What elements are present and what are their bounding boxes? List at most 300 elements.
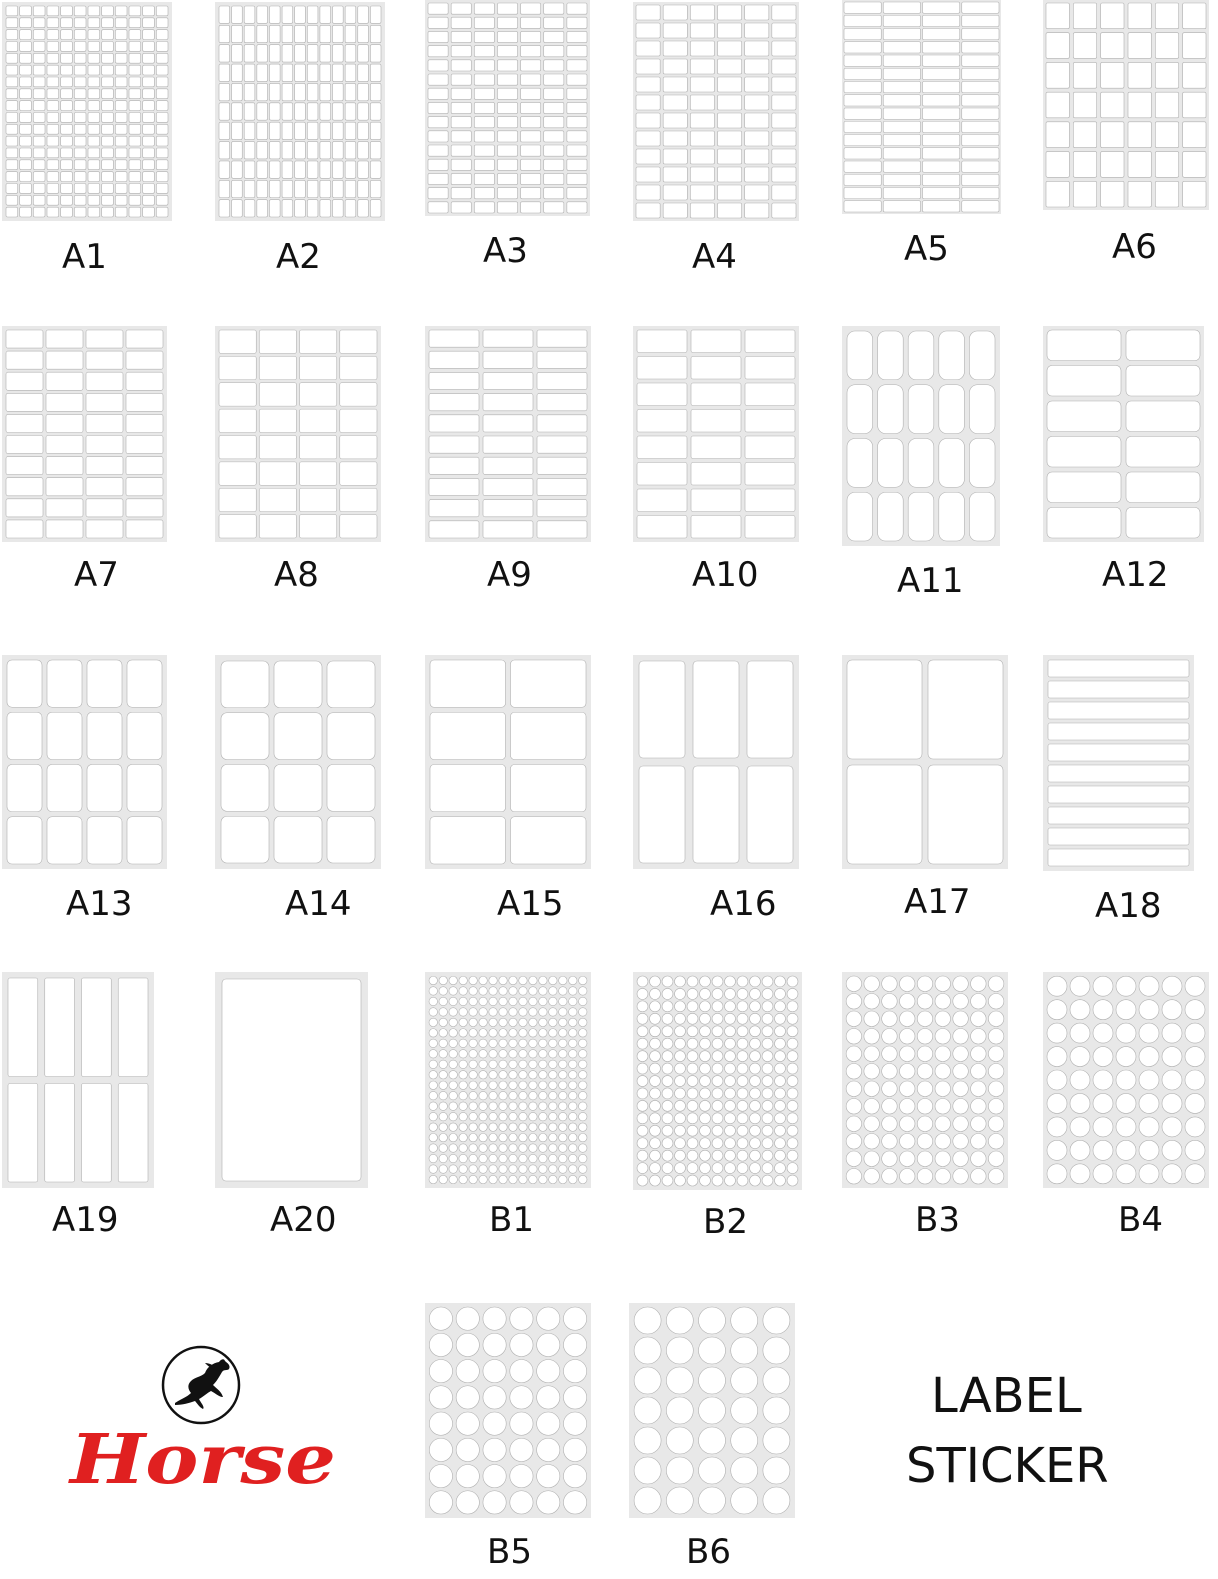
label-cell [61, 53, 73, 63]
label-cell [156, 42, 168, 52]
label-cell [269, 180, 280, 197]
label-cell [634, 1397, 661, 1424]
sheet-a20[interactable] [215, 972, 368, 1188]
label-cell [559, 1008, 567, 1016]
label-cell [775, 1013, 786, 1024]
label-cell [509, 1039, 517, 1047]
label-cell [539, 1112, 547, 1120]
label-cell [700, 1150, 711, 1161]
label-cell [156, 136, 168, 146]
label-cell [712, 1026, 723, 1037]
label-cell [340, 330, 377, 353]
label-cell [74, 195, 86, 205]
label-cell [962, 95, 999, 106]
label-cell [74, 53, 86, 63]
label-cell [691, 516, 741, 539]
label-cell [908, 331, 934, 380]
label-cell [282, 25, 293, 42]
label-cell [46, 436, 83, 454]
label-cell [899, 1081, 915, 1097]
label-cell [917, 976, 933, 992]
label-cell [529, 997, 537, 1005]
label-cell [46, 330, 83, 348]
label-cell [497, 202, 517, 213]
label-cell [563, 1307, 586, 1330]
label-cell [259, 330, 296, 353]
sheet-a6[interactable] [1043, 0, 1209, 210]
label-cell [429, 997, 437, 1005]
label-cell [544, 60, 564, 71]
label-cell [567, 159, 587, 170]
label-cell [1048, 723, 1189, 740]
label-cell [429, 1154, 437, 1162]
label-cell [772, 95, 796, 110]
sheet-b1[interactable] [425, 972, 591, 1188]
label-cell [282, 6, 293, 23]
horse-emblem-icon [161, 1345, 241, 1425]
label-cell [521, 102, 541, 113]
label-cell [988, 1046, 1004, 1062]
label-cell [274, 816, 322, 863]
label-cell [143, 172, 155, 182]
label-cell [772, 23, 796, 38]
label-cell [1185, 1047, 1205, 1067]
label-cell [662, 1001, 673, 1012]
label-cell [521, 117, 541, 128]
label-cell [899, 1029, 915, 1045]
label-cell [102, 42, 114, 52]
label-cell [691, 383, 741, 406]
label-cell [737, 1076, 748, 1087]
sheet-a17[interactable] [842, 655, 1008, 869]
label-cell [143, 101, 155, 111]
label-cell [745, 357, 795, 380]
label-cell [725, 1163, 736, 1174]
label-cell [6, 65, 18, 75]
label-cell [47, 77, 59, 87]
label-cell [569, 987, 577, 995]
label-cell [675, 1113, 686, 1124]
label-cell [439, 1029, 447, 1037]
label-cell [1073, 62, 1096, 88]
label-cell [499, 1091, 507, 1099]
label-cell [634, 1307, 661, 1334]
label-cell [969, 385, 995, 434]
label-cell [300, 436, 337, 459]
label-cell [637, 1163, 648, 1174]
label-cell [61, 124, 73, 134]
sheet-a3[interactable] [425, 0, 590, 216]
label-cell [745, 23, 769, 38]
label-cell [737, 1125, 748, 1136]
label-cell [86, 393, 123, 411]
label-cell [1046, 33, 1069, 59]
label-cell [6, 184, 18, 194]
label-cell [479, 1018, 487, 1026]
label-cell [699, 1367, 726, 1394]
label-cell [143, 160, 155, 170]
label-cell [637, 436, 687, 459]
label-cell [1183, 122, 1206, 148]
sheet-a19[interactable] [2, 972, 154, 1188]
label-cell [6, 160, 18, 170]
label-cell [519, 987, 527, 995]
label-cell [449, 1102, 457, 1110]
label-cell [511, 660, 587, 707]
label-cell [282, 200, 293, 217]
label-cell [509, 1102, 517, 1110]
label-cell [430, 712, 506, 759]
label-cell [844, 15, 881, 26]
label-cell [846, 1169, 862, 1185]
label-cell [636, 77, 660, 92]
label-cell [935, 1116, 951, 1132]
label-cell [953, 1151, 969, 1167]
label-cell [559, 1133, 567, 1141]
label-cell [745, 185, 769, 200]
label-cell [428, 117, 448, 128]
label-cell [244, 25, 255, 42]
label-cell [127, 765, 162, 812]
label-cell [847, 765, 922, 864]
sheet-a19-grid [2, 972, 154, 1188]
label-cell [7, 712, 42, 759]
label-cell [307, 200, 318, 217]
label-cell [762, 1175, 773, 1186]
label-cell [221, 713, 269, 760]
label-cell [775, 1076, 786, 1087]
label-cell [102, 18, 114, 28]
label-cell [269, 83, 280, 100]
label-cell [269, 64, 280, 81]
label-cell [844, 188, 881, 199]
label-cell [763, 1427, 790, 1454]
label-cell [509, 1029, 517, 1037]
label-cell [637, 1088, 648, 1099]
label-cell [750, 1001, 761, 1012]
label-cell [712, 1088, 723, 1099]
label-cell [156, 195, 168, 205]
label-cell [340, 409, 377, 432]
label-cell [521, 131, 541, 142]
label-cell [539, 1144, 547, 1152]
label-cell [1070, 976, 1090, 996]
sheet-b4[interactable] [1043, 972, 1209, 1188]
label-cell [737, 1038, 748, 1049]
label-cell [115, 207, 127, 217]
label-cell [725, 1013, 736, 1024]
label-cell [459, 1008, 467, 1016]
label-cell [8, 978, 38, 1077]
label-cell [962, 121, 999, 132]
label-cell [737, 1113, 748, 1124]
label-cell [102, 148, 114, 158]
label-cell [864, 1116, 880, 1132]
sheet-a18[interactable] [1043, 655, 1194, 871]
label-cell [908, 385, 934, 434]
label-cell [864, 976, 880, 992]
label-cell [1047, 1140, 1067, 1160]
label-cell [479, 1133, 487, 1141]
label-cell [320, 161, 331, 178]
sheet-a11[interactable] [842, 326, 1000, 546]
sheet-a11-grid [842, 326, 1000, 546]
label-cell [772, 5, 796, 20]
label-cell [483, 1438, 506, 1461]
label-cell [449, 997, 457, 1005]
label-cell [269, 142, 280, 159]
label-cell [712, 976, 723, 987]
label-cell [33, 195, 45, 205]
label-cell [539, 976, 547, 984]
sheet-b3[interactable] [842, 972, 1008, 1188]
sheet-a4[interactable] [633, 2, 799, 221]
label-cell [700, 1175, 711, 1186]
label-cell [219, 25, 230, 42]
label-cell [1093, 1070, 1113, 1090]
label-cell [1047, 1000, 1067, 1020]
label-cell [988, 976, 1004, 992]
label-cell [269, 122, 280, 139]
label-cell [129, 148, 141, 158]
label-cell [537, 1333, 560, 1356]
sheet-a16[interactable] [633, 655, 799, 869]
label-cell [745, 131, 769, 146]
sheet-b6-grid [629, 1303, 795, 1518]
sheet-a14[interactable] [215, 655, 381, 869]
label-cell [451, 60, 471, 71]
label-cell [449, 1071, 457, 1079]
label-cell [74, 160, 86, 170]
label-cell [295, 45, 306, 62]
label-cell [537, 1465, 560, 1488]
label-cell [489, 1102, 497, 1110]
sheet-a5[interactable] [842, 0, 1001, 214]
sheet-a6-grid [1043, 0, 1209, 210]
label-cell [456, 1333, 479, 1356]
label-cell [691, 463, 741, 486]
label-cell [489, 1018, 497, 1026]
label-cell [731, 1397, 758, 1424]
label-cell [47, 30, 59, 40]
label-cell [429, 1091, 437, 1099]
label-cell [935, 1081, 951, 1097]
label-cell [259, 515, 296, 538]
label-cell [718, 23, 742, 38]
label-cell [33, 148, 45, 158]
label-cell [846, 1099, 862, 1115]
label-cell [257, 103, 268, 120]
label-cell [102, 30, 114, 40]
label-cell [295, 25, 306, 42]
sheet-b5[interactable] [425, 1303, 591, 1518]
label-cell [459, 1060, 467, 1068]
label-cell [307, 122, 318, 139]
label-cell [479, 1154, 487, 1162]
label-cell [928, 765, 1003, 864]
label-cell [971, 976, 987, 992]
label-cell [439, 1081, 447, 1089]
label-cell [474, 46, 494, 57]
label-cell [763, 1337, 790, 1364]
label-cell [47, 148, 59, 158]
label-cell [88, 184, 100, 194]
label-cell [988, 994, 1004, 1010]
label-cell [917, 1116, 933, 1132]
sheet-a10[interactable] [633, 326, 799, 542]
label-cell [6, 101, 18, 111]
label-cell [439, 1039, 447, 1047]
label-cell [923, 161, 960, 172]
label-cell [700, 1026, 711, 1037]
label-cell [662, 1163, 673, 1174]
sheet-a1[interactable] [2, 2, 172, 221]
label-cell [509, 1008, 517, 1016]
label-cell [1093, 1140, 1113, 1160]
label-cell [20, 6, 32, 16]
label-cell [219, 462, 256, 485]
label-cell [675, 1076, 686, 1087]
label-cell [567, 60, 587, 71]
label-cell [549, 1154, 557, 1162]
label-cell [519, 1175, 527, 1183]
label-cell [1116, 1023, 1136, 1043]
label-cell [320, 64, 331, 81]
label-cell [882, 1134, 898, 1150]
label-cell [61, 136, 73, 146]
label-cell [650, 1113, 661, 1124]
sheet-a13[interactable] [2, 655, 167, 869]
label-cell [221, 661, 269, 708]
label-cell [115, 195, 127, 205]
label-cell [259, 356, 296, 379]
label-cell [33, 18, 45, 28]
sheet-b6[interactable] [629, 1303, 795, 1518]
label-cell [953, 1011, 969, 1027]
label-cell [579, 1018, 587, 1026]
label-cell [690, 203, 714, 218]
label-cell [923, 135, 960, 146]
label-cell [1070, 1140, 1090, 1160]
label-cell [61, 77, 73, 87]
label-cell [567, 188, 587, 199]
label-cell [499, 1123, 507, 1131]
sheet-a8[interactable] [215, 326, 381, 542]
label-cell [687, 1026, 698, 1037]
label-cell [244, 103, 255, 120]
label-cell [544, 88, 564, 99]
label-cell [274, 713, 322, 760]
label-cell [636, 23, 660, 38]
label-cell [787, 1051, 798, 1062]
label-cell [86, 520, 123, 538]
label-cell [1116, 1140, 1136, 1160]
label-cell [675, 1013, 686, 1024]
sheet-a7[interactable] [2, 326, 167, 542]
label-cell [725, 1076, 736, 1087]
label-cell [666, 1397, 693, 1424]
label-cell [1047, 1070, 1067, 1090]
label-cell [456, 1491, 479, 1514]
label-cell [899, 1116, 915, 1132]
sheet-b2-grid [633, 972, 802, 1190]
label-cell [662, 1113, 673, 1124]
sheet-a3-grid [425, 0, 590, 216]
label-cell [469, 1165, 477, 1173]
label-cell [115, 42, 127, 52]
sheet-a1-grid [2, 2, 172, 221]
label-cell [745, 436, 795, 459]
label-cell [274, 661, 322, 708]
sheet-a20-grid [215, 972, 368, 1188]
label-cell [864, 1011, 880, 1027]
label-cell [567, 3, 587, 14]
label-cell [439, 1144, 447, 1152]
label-cell [20, 77, 32, 87]
label-cell [1070, 1000, 1090, 1020]
label-cell [1162, 1070, 1182, 1090]
label-cell [569, 1050, 577, 1058]
sheet-a2[interactable] [215, 2, 385, 221]
label-cell [864, 1064, 880, 1080]
label-cell [718, 185, 742, 200]
label-cell [1162, 1000, 1182, 1020]
label-cell [479, 1175, 487, 1183]
label-cell [47, 136, 59, 146]
label-cell [1116, 1164, 1136, 1184]
label-cell [449, 1008, 457, 1016]
label-cell [763, 1367, 790, 1394]
sheet-a12[interactable] [1043, 326, 1204, 542]
label-cell [718, 167, 742, 182]
label-cell [428, 31, 448, 42]
label-cell [333, 25, 344, 42]
label-cell [499, 1102, 507, 1110]
label-cell [497, 17, 517, 28]
label-cell [509, 987, 517, 995]
label-cell [370, 6, 381, 23]
label-cell [763, 1457, 790, 1484]
label-cell [129, 136, 141, 146]
label-cell [61, 101, 73, 111]
label-cell [474, 131, 494, 142]
label-cell [675, 1051, 686, 1062]
label-cell [428, 131, 448, 142]
label-cell [483, 351, 533, 368]
label-cell [1047, 1117, 1067, 1137]
sheet-a9[interactable] [425, 326, 591, 542]
label-cell [479, 976, 487, 984]
label-cell [510, 1333, 533, 1356]
sheet-a15[interactable] [425, 655, 591, 869]
label-cell [544, 131, 564, 142]
label-cell [962, 135, 999, 146]
label-cell [1048, 660, 1189, 677]
label-cell [1093, 1164, 1113, 1184]
label-cell [637, 988, 648, 999]
label-cell [745, 167, 769, 182]
sheet-b2[interactable] [633, 972, 802, 1190]
label-cell [483, 1333, 506, 1356]
sheet-a2-grid [215, 2, 385, 221]
label-cell [469, 1133, 477, 1141]
label-cell [307, 6, 318, 23]
label-cell [483, 1412, 506, 1435]
label-cell [143, 124, 155, 134]
label-cell [988, 1116, 1004, 1132]
label-cell [126, 478, 163, 496]
label-cell [33, 65, 45, 75]
